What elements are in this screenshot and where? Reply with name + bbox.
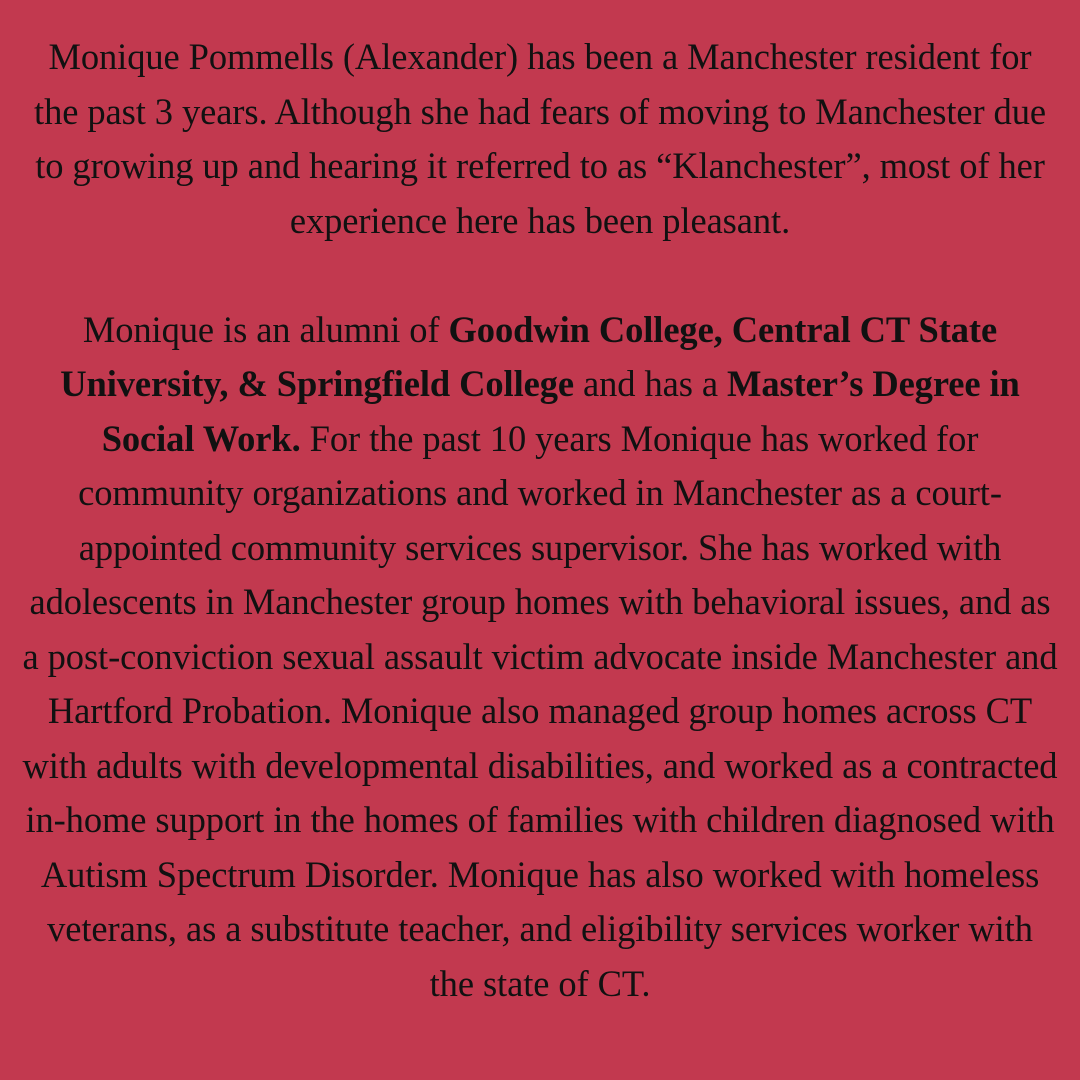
- intro-paragraph: Monique Pommells (Alexander) has been a Manchester resident for the past 3 years. Although she had fears of moving to Manchester due to growing up and hearing it referred to as “Klanchester”, most of her experience here has been pleasant.: [34, 36, 1046, 241]
- degree-text: Master’s Degree in Social Work.: [101, 363, 1020, 459]
- career-paragraph: [22, 303, 1058, 1012]
- career-mid-text: and has a: [574, 363, 727, 404]
- career-intro-text: Monique is an alumni of: [82, 308, 449, 350]
- schools-text: Goodwin College, Central CT State University, & Springfield College: [60, 308, 998, 404]
- career-history-text: For the past 10 years Monique has worked for community organizations and worked in Manchester as a court-appointed community services supervisor. She has worked with adolescents in Manchester group homes with behavioral issues, and as a post-conviction sexual assault victim advocate inside Manchester and Hartford Probation. Monique also managed group homes across CT with adults with developmental disabilities, and worked as a contracted in-home support in the homes of families with children diagnosed with Autism Spectrum Disorder. Monique has also worked with homeless veterans, as a substitute teacher, and eligibility services worker with the state of CT.: [22, 417, 1058, 1004]
